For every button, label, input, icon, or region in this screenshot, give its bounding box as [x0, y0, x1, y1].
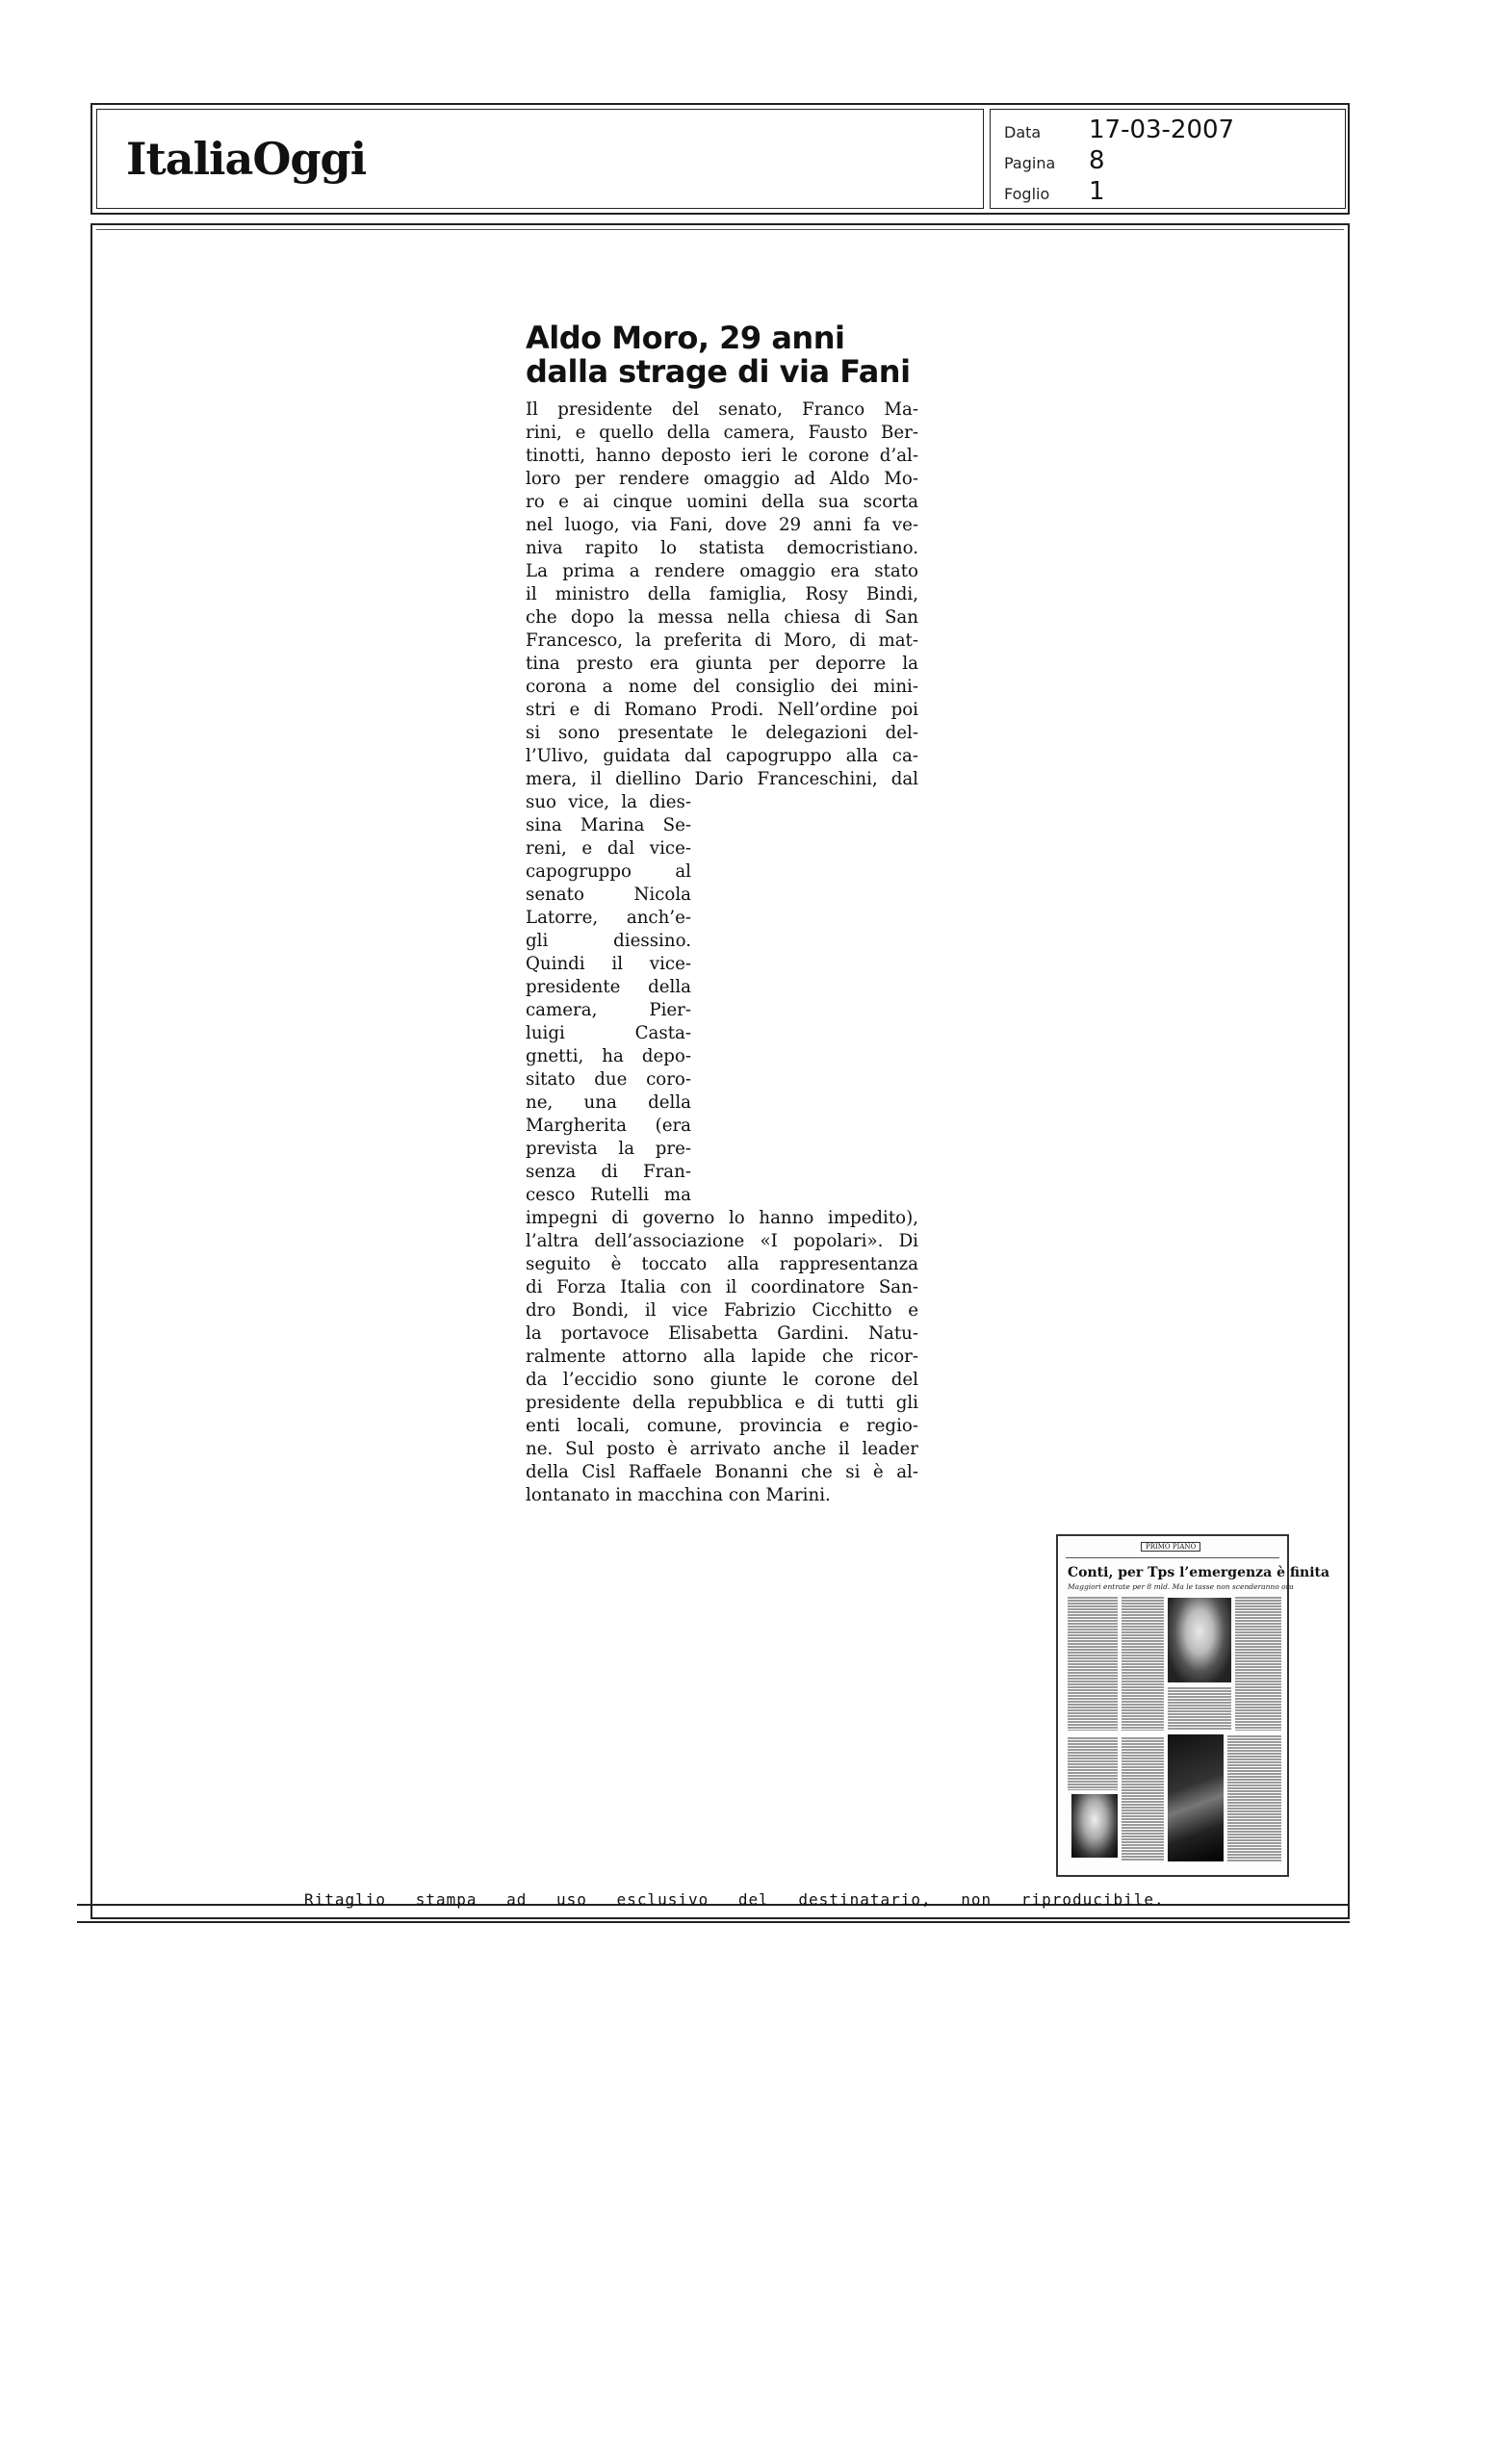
article-line: prevista la pre-: [526, 1139, 691, 1159]
article-line: suo vice, la dies-: [526, 792, 691, 812]
page-value: 8: [1089, 146, 1105, 175]
article-line: Margherita (era: [526, 1116, 691, 1136]
thumbnail-photo-scene: [1168, 1734, 1224, 1861]
date-value: 17-03-2007: [1089, 116, 1235, 144]
article-line: La prima a rendere omaggio era stato: [526, 561, 918, 581]
date-label: Data: [1004, 123, 1042, 141]
article-line: lontanato in macchina con Marini.: [526, 1485, 831, 1505]
article-line: sitato due coro-: [526, 1069, 691, 1090]
article-headline: [526, 321, 918, 389]
sheet-value: 1: [1089, 177, 1105, 206]
thumbnail-top-rule: [1066, 1557, 1279, 1558]
headline-line-1: Aldo Moro, 29 anni: [526, 320, 845, 356]
article-line: Francesco, la preferita di Moro, di mat-: [526, 630, 918, 651]
article-line: si sono presentate le delegazioni del-: [526, 723, 918, 743]
sheet-row: [1004, 177, 1105, 206]
article-line: gli diessino.: [526, 931, 691, 951]
article-line: enti locali, comune, provincia e regio-: [526, 1416, 918, 1436]
article-line: impegni di governo lo hanno impedito),: [526, 1208, 918, 1228]
article-line: rini, e quello della camera, Fausto Ber-: [526, 423, 918, 443]
article-line: presidente della repubblica e di tutti gli: [526, 1393, 918, 1413]
footer-notice: Ritaglio stampa ad uso esclusivo del destinatario, non riproducibile.: [304, 1890, 1165, 1909]
headline-line-2: dalla strage di via Fani: [526, 353, 911, 390]
article: [526, 321, 918, 1507]
page-label: Pagina: [1004, 154, 1056, 172]
article-line: Il presidente del senato, Franco Ma-: [526, 399, 918, 420]
article-line: la portavoce Elisabetta Gardini. Natu-: [526, 1323, 918, 1344]
page-row: [1004, 146, 1105, 175]
article-line: sina Marina Se-: [526, 815, 691, 835]
thumbnail-text-column: [1227, 1734, 1281, 1861]
article-line: niva rapito lo statista democristiano.: [526, 538, 918, 558]
article-line: seguito è toccato alla rappresentanza: [526, 1254, 918, 1274]
article-line: il ministro della famiglia, Rosy Bindi,: [526, 584, 918, 604]
article-line: tina presto era giunta per deporre la: [526, 654, 918, 674]
header-box: [90, 103, 1350, 215]
article-line: mera, il diellino Dario Franceschini, dal: [526, 769, 918, 789]
metadata-panel: [990, 109, 1346, 209]
article-line: Latorre, anch’e-: [526, 908, 691, 928]
article-line: l’Ulivo, guidata dal capogruppo alla ca-: [526, 746, 918, 766]
article-line: luigi Casta-: [526, 1023, 691, 1043]
date-row: [1004, 116, 1234, 144]
article-body-narrow: [526, 791, 691, 1207]
article-line: Quindi il vice-: [526, 954, 691, 974]
page-thumbnail: [1056, 1534, 1330, 1877]
article-line: loro per rendere omaggio ad Aldo Mo-: [526, 469, 918, 489]
thumbnail-section-label: PRIMO PIANO: [1141, 1542, 1200, 1552]
article-line: di Forza Italia con il coordinatore San-: [526, 1277, 918, 1297]
footer-rule-bottom: [77, 1921, 1350, 1923]
thumbnail-text-column: [1235, 1596, 1281, 1731]
article-line: reni, e dal vice-: [526, 838, 691, 859]
article-line: l’altra dell’associazione «I popolari». Di: [526, 1231, 918, 1251]
article-line: corona a nome del consiglio dei mini-: [526, 677, 918, 697]
article-body-top: [526, 398, 918, 791]
article-line: gnetti, ha depo-: [526, 1046, 691, 1066]
thumbnail-text-column: [1168, 1686, 1231, 1731]
article-line: da l’eccidio sono giunte le corone del: [526, 1370, 918, 1390]
article-line: presidente della: [526, 977, 691, 997]
article-line: della Cisl Raffaele Bonanni che si è al-: [526, 1462, 918, 1482]
thumbnail-headline: Conti, per Tps l’emergenza è finita: [1068, 1565, 1330, 1580]
article-line: senza di Fran-: [526, 1162, 691, 1182]
article-line: stri e di Romano Prodi. Nell’ordine poi: [526, 700, 918, 720]
thumbnail-text-column: [1068, 1596, 1118, 1731]
thumbnail-text-column: [1122, 1736, 1164, 1861]
article-line: camera, Pier-: [526, 1000, 691, 1020]
article-line: ne. Sul posto è arrivato anche il leader: [526, 1439, 918, 1459]
article-body-bottom: [526, 1207, 918, 1507]
article-line: dro Bondi, il vice Fabrizio Cicchitto e: [526, 1300, 918, 1321]
article-line: che dopo la messa nella chiesa di San: [526, 607, 918, 628]
masthead-logo: ItaliaOggi: [126, 133, 367, 185]
article-line: senato Nicola: [526, 885, 691, 905]
article-line: nel luogo, via Fani, dove 29 anni fa ve-: [526, 515, 918, 535]
sheet-label: Foglio: [1004, 185, 1050, 203]
thumbnail-photo-portrait-2: [1071, 1794, 1118, 1858]
article-line: tinotti, hanno deposto ieri le corone d’al-: [526, 446, 918, 466]
article-line: cesco Rutelli ma: [526, 1185, 691, 1205]
article-line: capogruppo al: [526, 861, 691, 882]
thumbnail-text-column: [1122, 1596, 1164, 1731]
masthead-panel: [96, 109, 984, 209]
article-line: ro e ai cinque uomini della sua scorta: [526, 492, 918, 512]
thumbnail-text-column: [1068, 1736, 1118, 1790]
frame-divider: [96, 229, 1344, 230]
thumbnail-photo-portrait: [1168, 1598, 1231, 1682]
thumbnail-subheadline: Maggiori entrate per 8 mld. Ma le tasse non scenderanno ora: [1068, 1582, 1294, 1591]
article-line: ralmente attorno alla lapide che ricor-: [526, 1347, 918, 1367]
article-line: ne, una della: [526, 1092, 691, 1113]
